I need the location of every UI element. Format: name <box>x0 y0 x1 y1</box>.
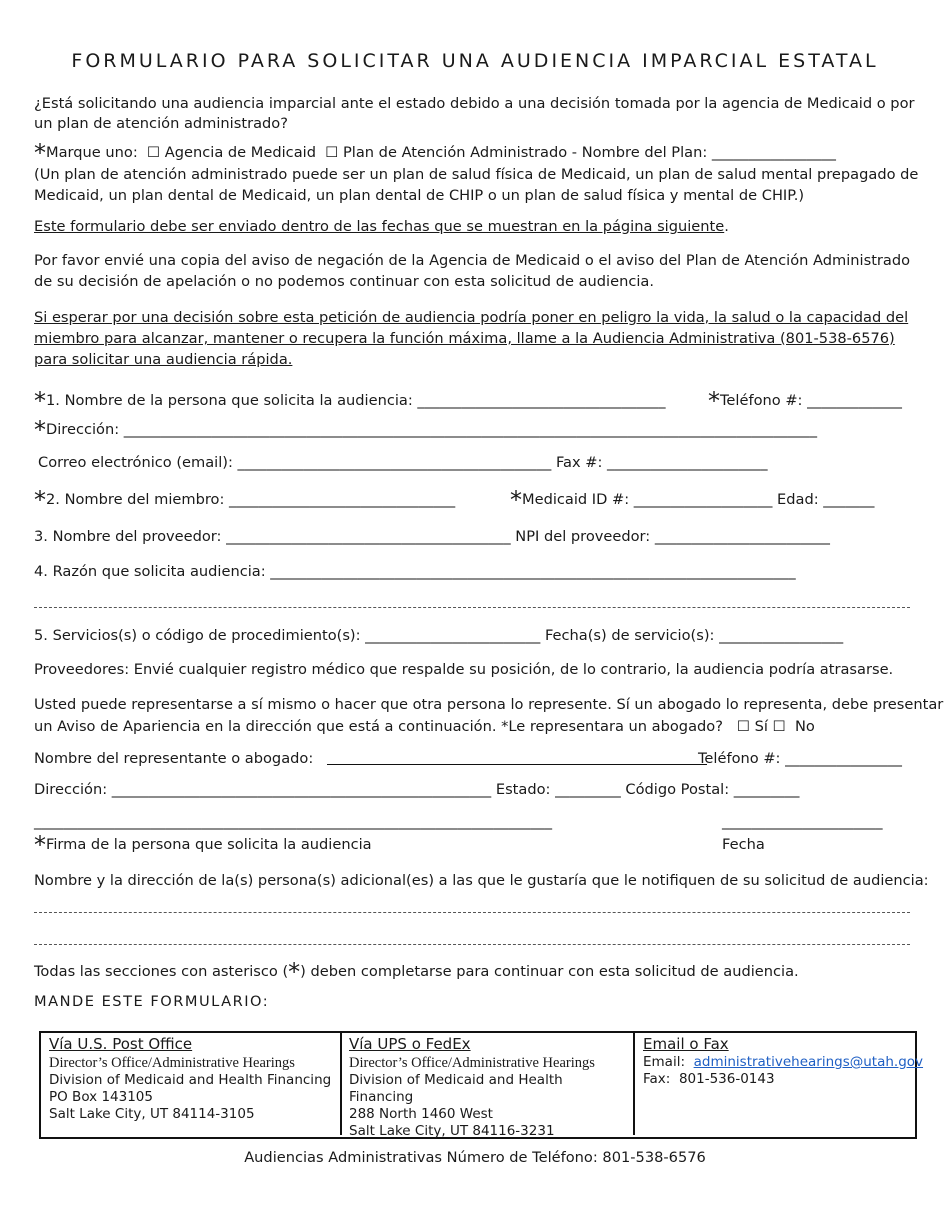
representative-name-input[interactable] <box>327 750 707 765</box>
attorney-yes-checkbox[interactable]: ☐ <box>736 718 750 735</box>
deadline-note-period: . <box>724 218 729 235</box>
plan-note-line1: (Un plan de atención administrado puede ser un plan de salud física de Medicaid, un plan de salud mental prepagado de <box>34 166 919 183</box>
medicaid-agency-option: Agencia de Medicaid <box>164 144 316 161</box>
usps-line: Division of Medicaid and Health Financing <box>49 1072 332 1088</box>
ups-line: Division of Medicaid and Health Financing <box>349 1072 563 1105</box>
medicaid-agency-checkbox[interactable]: ☐ <box>147 144 161 161</box>
signature-line[interactable]: _______________________________________________________________________ <box>34 813 553 830</box>
asterisk-icon: * <box>34 387 46 415</box>
plan-note-line2: Medicaid, un plan dental de Medicaid, un plan dental de CHIP o un plan de salud física y mental de CHIP.) <box>34 187 805 204</box>
requester-phone-label: Teléfono #: _____________ <box>720 392 902 409</box>
asterisk-icon: * <box>708 387 720 415</box>
medicaid-id-label: Medicaid ID #: ___________________ Edad: _______ <box>522 491 875 508</box>
asterisk-icon: * <box>34 139 46 167</box>
asterisk-icon: * <box>34 831 46 859</box>
usps-line: PO Box 143105 <box>49 1089 153 1105</box>
date-label: Fecha <box>722 836 765 853</box>
representative-phone-field[interactable]: Teléfono #: ________________ <box>698 750 902 767</box>
representation-note-line1: Usted puede representarse a sí mismo o hacer que otra persona lo represente. Sí un abogado lo representa, debe presentar <box>34 696 944 713</box>
ups-line: 288 North 1460 West <box>349 1106 493 1122</box>
representation-note-line2 <box>34 716 815 737</box>
deadline-note <box>34 216 729 237</box>
managed-care-plan-checkbox[interactable]: ☐ <box>325 144 339 161</box>
representative-name-field[interactable] <box>34 748 707 769</box>
services-field[interactable]: 5. Servicios(s) o código de procedimiento(s): ________________________ Fecha(s) de servicio(s): _________________ <box>34 627 844 644</box>
deadline-note-text: Este formulario debe ser enviado dentro de las fechas que se muestran en la página siguiente <box>34 218 725 235</box>
email-fax-field[interactable]: Correo electrónico (email): ___________________________________________ Fax #: ______________________ <box>38 454 768 471</box>
requester-phone-field[interactable] <box>708 387 902 415</box>
signature-label-row <box>34 831 372 859</box>
member-name-label: 2. Nombre del miembro: _______________________________ <box>46 491 456 508</box>
requester-name-field[interactable] <box>34 387 666 415</box>
usps-line: Salt Lake City, UT 84114-3105 <box>49 1106 255 1122</box>
asterisk-icon: * <box>34 416 46 444</box>
address-label: Dirección: _______________________________________________________________________________________________ <box>46 421 817 438</box>
signature-label: Firma de la persona que solicita la audiencia <box>46 836 372 853</box>
notify-line-1[interactable] <box>34 912 910 913</box>
email-link[interactable]: administrativehearings@utah.gov <box>693 1054 924 1070</box>
providers-note: Proveedores: Envié cualquier registro médico que respalde su posición, de lo contrario, la audiencia podría atrasarse. <box>34 661 894 678</box>
page-title: FORMULARIO PARA SOLICITAR UNA AUDIENCIA IMPARCIAL ESTATAL <box>71 50 879 72</box>
ups-fedex-column <box>349 1034 631 1139</box>
medicaid-id-field[interactable] <box>510 486 875 514</box>
attorney-no-checkbox[interactable]: ☐ <box>772 718 786 735</box>
email-row <box>643 1054 924 1071</box>
email-fax-column <box>643 1034 924 1135</box>
table-divider <box>340 1031 342 1135</box>
copy-note: Por favor envié una copia del aviso de negación de la Agencia de Medicaid o el aviso del Plan de Atención Administrado de su decisión de apelación o no podemos continuar con esta solicitud de audiencia. <box>34 252 911 290</box>
notify-line-2[interactable] <box>34 944 910 945</box>
fax-label: Fax: <box>643 1071 671 1087</box>
table-divider <box>633 1031 635 1135</box>
representative-address-field[interactable]: Dirección: ____________________________________________________ Estado: _________ Código Postal: _________ <box>34 781 800 798</box>
asterisk-icon: * <box>34 486 46 514</box>
member-name-field[interactable] <box>34 486 456 514</box>
provider-field[interactable]: 3. Nombre del proveedor: _______________________________________ NPI del proveedor: ________________________ <box>34 528 830 545</box>
asterisk-note-start: Todas las secciones con asterisco ( <box>34 963 289 980</box>
reason-continuation-line[interactable] <box>34 607 910 608</box>
managed-care-plan-option[interactable]: Plan de Atención Administrado - Nombre del Plan: _________________ <box>343 144 836 161</box>
email-fax-heading: Email o Fax <box>643 1035 729 1053</box>
send-form-label: MANDE ESTE FORMULARIO: <box>34 993 270 1010</box>
requester-name-label: 1. Nombre de la persona que solicita la audiencia: __________________________________ <box>46 392 666 409</box>
mark-one-label: Marque uno: <box>46 144 138 161</box>
date-line[interactable]: ______________________ <box>722 813 883 830</box>
attorney-no-label: No <box>794 718 815 735</box>
asterisk-note-end: ) deben completarse para continuar con esta solicitud de audiencia. <box>300 963 799 980</box>
attorney-yes-label: Sí <box>754 718 768 735</box>
ups-line: Salt Lake City, UT 84116-3231 <box>349 1123 555 1139</box>
email-label: Email: <box>643 1054 686 1070</box>
asterisk-icon: * <box>510 486 522 514</box>
ups-line: Director’s Office/Administrative Hearings <box>349 1055 595 1071</box>
urgent-note: Si esperar por una decisión sobre esta petición de audiencia podría poner en peligro la vida, la salud o la capacidad del miembro para alcanzar, mantener o recupera la función máxima, llame a la Audiencia Administrativa (801-538-6576) para solicitar una audiencia rápida. <box>34 309 909 368</box>
intro-question: ¿Está solicitando una audiencia imparcial ante el estado debido a una decisión tomada por la agencia de Medicaid o por un plan de atención administrado? <box>34 95 915 132</box>
asterisk-note <box>34 958 799 986</box>
attorney-question: un Aviso de Apariencia en la dirección que está a continuación. *Le representara un abogado? <box>34 718 723 735</box>
usps-heading: Vía U.S. Post Office <box>49 1035 193 1053</box>
notify-label: Nombre y la dirección de la(s) persona(s) adicional(es) a las que le gustaría que le notifiquen de su solicitud de audiencia: <box>34 872 929 889</box>
ups-heading: Vía UPS o FedEx <box>349 1035 471 1053</box>
fax-row <box>643 1071 911 1088</box>
reason-field[interactable]: 4. Razón que solicita audiencia: ________________________________________________________________________ <box>34 563 796 580</box>
address-field[interactable] <box>34 416 817 444</box>
representative-name-label: Nombre del representante o abogado: <box>34 750 314 767</box>
asterisk-icon: * <box>288 958 301 986</box>
footer-phone: Audiencias Administrativas Número de Teléfono: 801-538-6576 <box>244 1149 706 1166</box>
usps-column <box>49 1034 337 1135</box>
mark-one-row <box>34 139 836 167</box>
usps-line: Director’s Office/Administrative Hearings <box>49 1055 295 1071</box>
fax-number: 801-536-0143 <box>678 1071 775 1087</box>
